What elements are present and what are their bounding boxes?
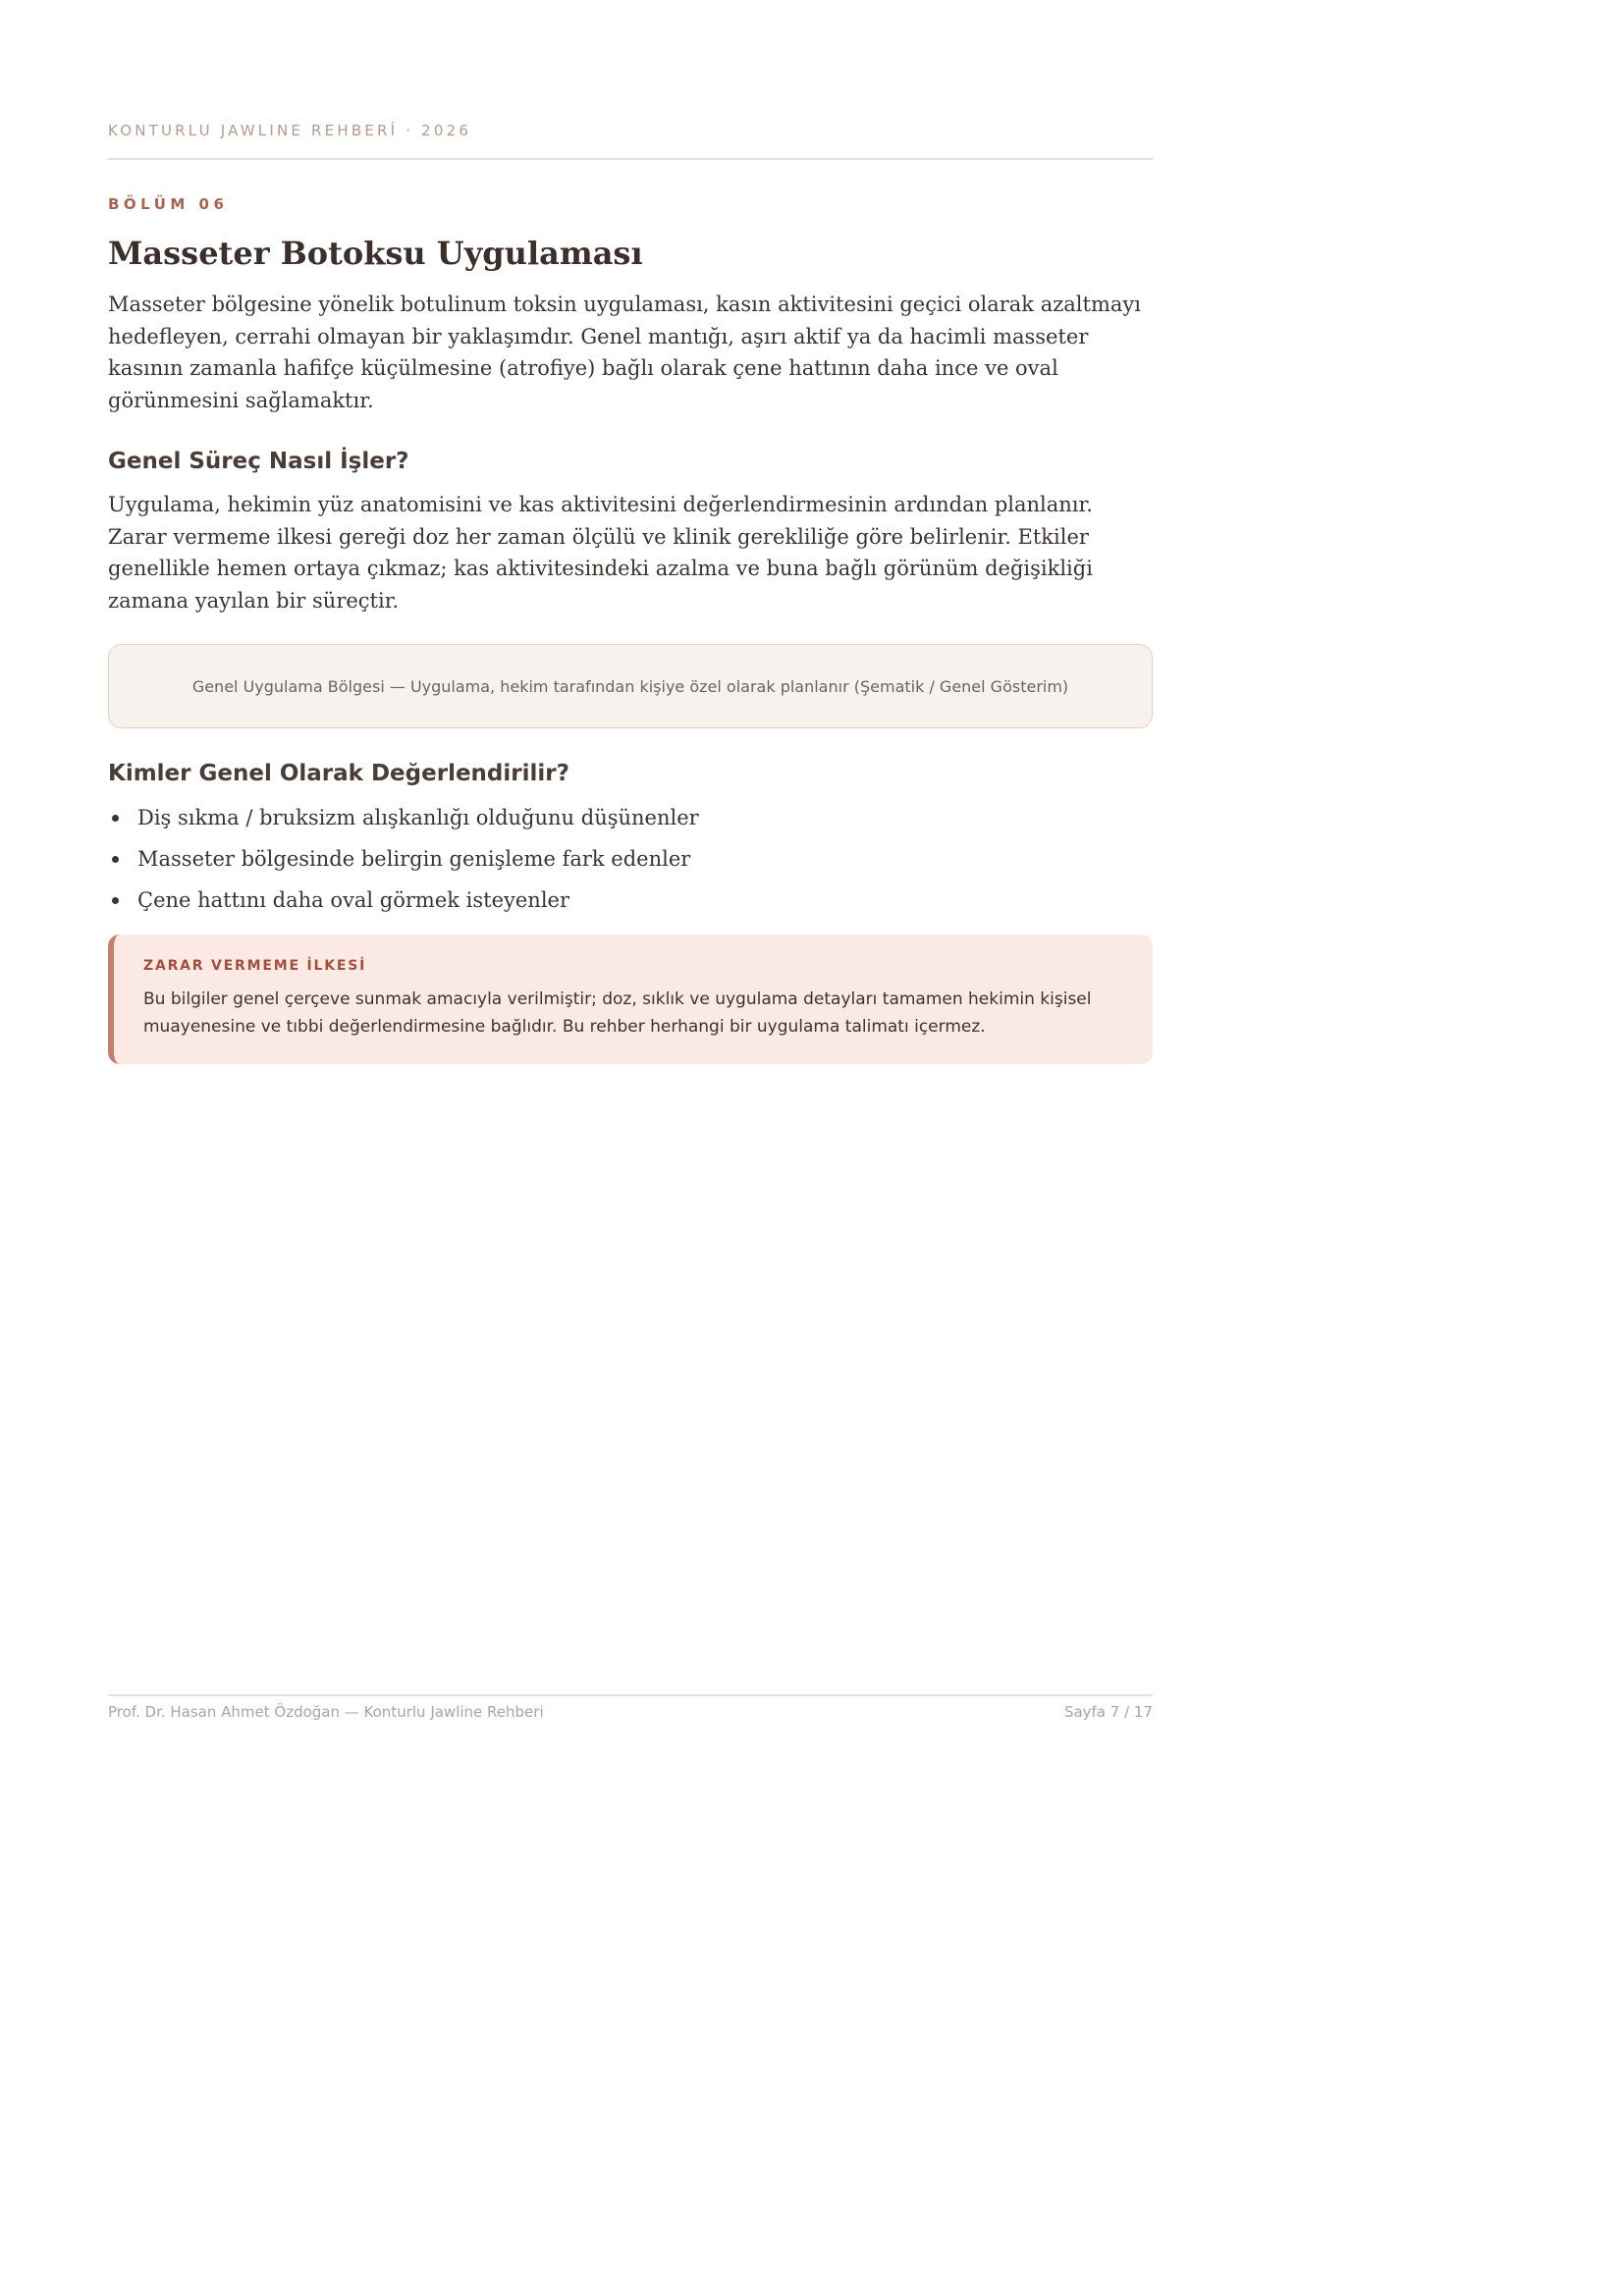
intro-paragraph: Masseter bölgesine yönelik botulinum toksin uygulaması, kasın aktivitesini geçici olarak azaltmayı hedefleyen, cerrahi olmayan bir yaklaşımdır. Genel mantığı, aşırı aktif ya da hacimli masseter kasının zamanla hafifçe küçülmesine (atrofiye) bağlı olarak çene hattının daha ince ve oval görünmesini sağlamaktır. — [108, 293, 1141, 412]
list-item-text: Masseter bölgesinde belirgin genişleme fark edenler — [137, 847, 691, 871]
figure-placeholder — [108, 644, 1153, 728]
bullet-icon — [112, 856, 119, 863]
warning-callout — [108, 934, 1153, 1064]
page-content — [108, 192, 1153, 1064]
bullet-icon — [112, 815, 119, 822]
list-item-text: Çene hattını daha oval görmek isteyenler — [137, 888, 570, 912]
chapter-kicker: BÖLÜM 06 — [108, 195, 229, 213]
footer-author: Prof. Dr. Hasan Ahmet Özdoğan — Konturlu Jawline Rehberi — [108, 1703, 544, 1721]
list-item — [108, 797, 1153, 838]
process-heading: Genel Süreç Nasıl İşler? — [108, 449, 409, 474]
header-divider — [108, 158, 1153, 160]
footer-divider — [108, 1694, 1153, 1696]
figure-caption: Genel Uygulama Bölgesi — Uygulama, hekim tarafından kişiye özel olarak planlanır (Şematik / Genel Gösterim) — [191, 676, 1069, 696]
callout-text: Bu bilgiler genel çerçeve sunmak amacıyla verilmiştir; doz, sıklık ve uygulama detayları tamamen hekimin kişisel muayenesine ve tıbbi değerlendirmesine bağlıdır. Bu rehber herhangi bir uygulama talimatı içermez. — [143, 989, 1092, 1037]
list-item-text: Diş sıkma / bruksizm alışkanlığı olduğunu düşünenler — [137, 806, 699, 829]
running-header: KONTURLU JAWLINE REHBERİ · 2026 — [108, 122, 472, 139]
callout-title: ZARAR VERMEME İLKESİ — [143, 958, 367, 974]
page-number: Sayfa 7 / 17 — [1063, 1703, 1153, 1721]
process-paragraph: Uygulama, hekimin yüz anatomisini ve kas aktivitesini değerlendirmesinin ardından planlanır. Zarar vermeme ilkesi gereği doz her zaman ölçülü ve klinik gerekliliğe göre belirlenir. Etkiler genellikle hemen ortaya çıkmaz; kas aktivitesindeki azalma ve buna bağlı görünüm değişikliği zamana yayılan bir süreçtir. — [108, 493, 1093, 613]
document-page — [108, 0, 1153, 2296]
candidates-heading: Kimler Genel Olarak Değerlendirilir? — [108, 761, 569, 786]
list-item — [108, 838, 1153, 880]
list-item — [108, 880, 1153, 921]
candidates-list — [108, 797, 1153, 921]
page-title: Masseter Botoksu Uygulaması — [108, 235, 643, 272]
bullet-icon — [112, 897, 119, 904]
